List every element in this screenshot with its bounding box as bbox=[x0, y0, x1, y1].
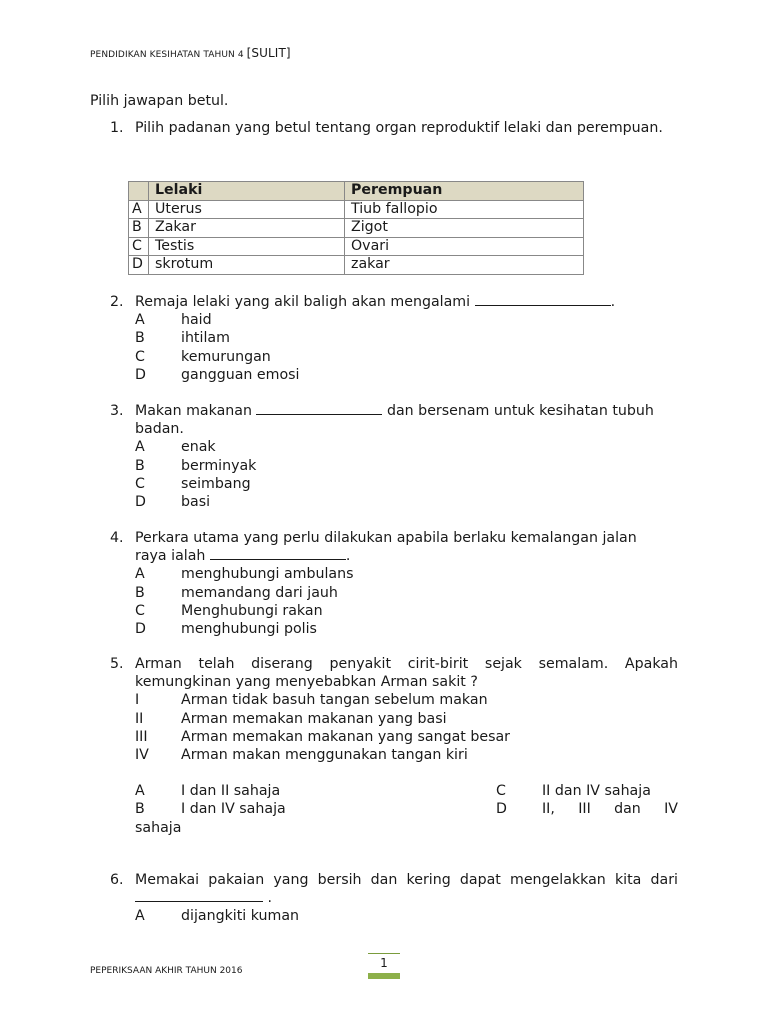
option-c bbox=[135, 475, 678, 493]
question-stem bbox=[135, 871, 678, 907]
option-word: dan bbox=[614, 801, 641, 818]
page-header bbox=[90, 46, 291, 60]
table-header-row bbox=[129, 182, 584, 201]
option-letter: C bbox=[135, 348, 145, 365]
option-b bbox=[135, 584, 678, 602]
answer-blank bbox=[256, 402, 382, 415]
option-a bbox=[135, 907, 678, 925]
statement-numeral: IV bbox=[135, 747, 149, 764]
table-row bbox=[129, 219, 584, 238]
question-6 bbox=[110, 871, 678, 926]
option-d bbox=[135, 493, 678, 511]
question-number: 5. bbox=[110, 656, 124, 672]
answer-blank bbox=[135, 889, 263, 902]
table-row bbox=[129, 256, 584, 275]
cell-perempuan: zakar bbox=[345, 256, 584, 275]
statement-numeral: II bbox=[135, 710, 144, 727]
option-text: memandang dari jauh bbox=[181, 584, 338, 601]
question-4 bbox=[110, 529, 678, 638]
instruction: Pilih jawapan betul. bbox=[90, 93, 229, 109]
stem-text: Perkara utama yang perlu dilakukan apabila berlaku kemalangan jalan bbox=[135, 530, 637, 546]
option-letter: D bbox=[135, 621, 146, 638]
row-key: C bbox=[129, 237, 149, 256]
option-text: enak bbox=[181, 439, 216, 456]
question-number: 1. bbox=[110, 120, 124, 136]
option-text: II dan IV sahaja bbox=[542, 783, 651, 800]
option-d bbox=[496, 800, 678, 818]
cell-lelaki: Testis bbox=[149, 237, 345, 256]
option-c bbox=[496, 782, 651, 800]
statement-i bbox=[135, 691, 678, 709]
cell-perempuan: Tiub fallopio bbox=[345, 200, 584, 219]
option-text: menghubungi ambulans bbox=[181, 566, 354, 583]
options-row-2 bbox=[135, 800, 678, 818]
stem-end: . bbox=[345, 548, 351, 565]
question-stem bbox=[135, 293, 678, 311]
option-text: I dan IV sahaja bbox=[181, 801, 286, 818]
option-text: Menghubungi rakan bbox=[181, 602, 323, 619]
question-number: 2. bbox=[110, 294, 124, 310]
stem-text: Memakai pakaian yang bersih dan kering dapat mengelakkan kita dari bbox=[135, 872, 678, 888]
question-stem: Pilih padanan yang betul tentang organ reproduktif lelaki dan perempuan. bbox=[135, 120, 663, 136]
table-row bbox=[129, 237, 584, 256]
question-number: 4. bbox=[110, 530, 124, 546]
option-text: berminyak bbox=[181, 457, 257, 474]
statement-text: Arman makan menggunakan tangan kiri bbox=[181, 747, 468, 764]
stem-text: Makan makanan bbox=[135, 403, 252, 419]
option-text: menghubungi polis bbox=[181, 621, 317, 638]
page-number-line bbox=[368, 953, 400, 954]
option-letter: C bbox=[135, 475, 145, 492]
question-number: 3. bbox=[110, 403, 124, 419]
row-key: D bbox=[129, 256, 149, 275]
option-letter: A bbox=[135, 566, 145, 583]
option-letter: A bbox=[135, 312, 145, 329]
option-text bbox=[542, 800, 678, 818]
option-letter: D bbox=[135, 494, 146, 511]
table-header-perempuan: Perempuan bbox=[345, 182, 584, 201]
option-a bbox=[135, 438, 678, 456]
statement-text: Arman memakan makanan yang sangat besar bbox=[181, 728, 510, 745]
statement-iii bbox=[135, 728, 678, 746]
page-number-text: 1 bbox=[380, 956, 388, 970]
options-row-1 bbox=[135, 782, 678, 800]
statement-numeral: I bbox=[135, 692, 140, 709]
option-b bbox=[135, 457, 678, 475]
option-letter: B bbox=[135, 457, 145, 474]
option-text: gangguan emosi bbox=[181, 366, 300, 383]
answer-table bbox=[128, 181, 584, 275]
stem-end: . bbox=[267, 890, 273, 907]
option-letter: C bbox=[135, 602, 145, 619]
option-text: haid bbox=[181, 312, 212, 329]
question-number: 6. bbox=[110, 872, 124, 888]
table-header-lelaki: Lelaki bbox=[149, 182, 345, 201]
option-letter: D bbox=[496, 801, 507, 818]
option-a bbox=[135, 565, 678, 583]
question-1 bbox=[110, 119, 678, 137]
question-stem bbox=[135, 402, 678, 438]
option-letter: B bbox=[135, 584, 145, 601]
question-stem bbox=[135, 529, 678, 565]
header-tag: [SULIT] bbox=[246, 46, 291, 60]
option-d bbox=[135, 620, 678, 638]
cell-perempuan: Ovari bbox=[345, 237, 584, 256]
stem-text: raya ialah bbox=[135, 548, 206, 565]
option-d-wrap: sahaja bbox=[135, 819, 182, 836]
option-d bbox=[135, 366, 678, 384]
option-letter: B bbox=[135, 330, 145, 347]
option-c bbox=[135, 348, 678, 366]
option-a bbox=[135, 311, 678, 329]
header-title: PENDIDIKAN KESIHATAN TAHUN 4 bbox=[90, 50, 244, 60]
stem-text: Arman telah diserang penyakit cirit-birit sejak semalam. Apakah bbox=[135, 656, 678, 672]
stem-text: dan bersenam untuk kesihatan tubuh badan. bbox=[135, 403, 654, 438]
option-b bbox=[135, 329, 678, 347]
option-letter: A bbox=[135, 908, 145, 925]
answer-blank bbox=[475, 293, 611, 306]
page-footer: PEPERIKSAAN AKHIR TAHUN 2016 bbox=[90, 966, 243, 976]
option-word: II, bbox=[542, 801, 555, 818]
statement-iv bbox=[135, 746, 678, 764]
cell-lelaki: Zakar bbox=[149, 219, 345, 238]
cell-lelaki: skrotum bbox=[149, 256, 345, 275]
question-2 bbox=[110, 293, 678, 384]
stem-text: Remaja lelaki yang akil baligh akan mengalami bbox=[135, 294, 471, 310]
option-b bbox=[135, 800, 496, 818]
option-letter: A bbox=[135, 439, 145, 456]
stem-text: kemungkinan yang menyebabkan Arman sakit ? bbox=[135, 674, 478, 691]
answer-blank bbox=[210, 547, 346, 560]
stem-end: . bbox=[610, 294, 616, 310]
question-5 bbox=[110, 655, 678, 837]
table-header-key bbox=[129, 182, 149, 201]
option-word: III bbox=[578, 801, 591, 818]
cell-lelaki: Uterus bbox=[149, 200, 345, 219]
statement-ii bbox=[135, 710, 678, 728]
table-row bbox=[129, 200, 584, 219]
option-word: IV bbox=[664, 801, 678, 818]
option-text: seimbang bbox=[181, 475, 251, 492]
option-a bbox=[135, 782, 496, 800]
option-text: ihtilam bbox=[181, 330, 230, 347]
cell-perempuan: Zigot bbox=[345, 219, 584, 238]
option-letter: C bbox=[496, 783, 506, 800]
row-key: B bbox=[129, 219, 149, 238]
statement-text: Arman memakan makanan yang basi bbox=[181, 710, 447, 727]
option-letter: D bbox=[135, 366, 146, 383]
question-stem bbox=[135, 655, 678, 691]
question-3 bbox=[110, 402, 678, 511]
option-letter: B bbox=[135, 801, 145, 818]
page-number-bar bbox=[368, 973, 400, 979]
option-text: dijangkiti kuman bbox=[181, 908, 300, 925]
statement-numeral: III bbox=[135, 728, 148, 745]
row-key: A bbox=[129, 200, 149, 219]
option-text: kemurungan bbox=[181, 348, 271, 365]
option-text: basi bbox=[181, 494, 211, 511]
option-text: I dan II sahaja bbox=[181, 783, 281, 800]
page-number bbox=[368, 953, 400, 979]
option-c bbox=[135, 602, 678, 620]
statement-text: Arman tidak basuh tangan sebelum makan bbox=[181, 692, 488, 709]
option-letter: A bbox=[135, 783, 145, 800]
